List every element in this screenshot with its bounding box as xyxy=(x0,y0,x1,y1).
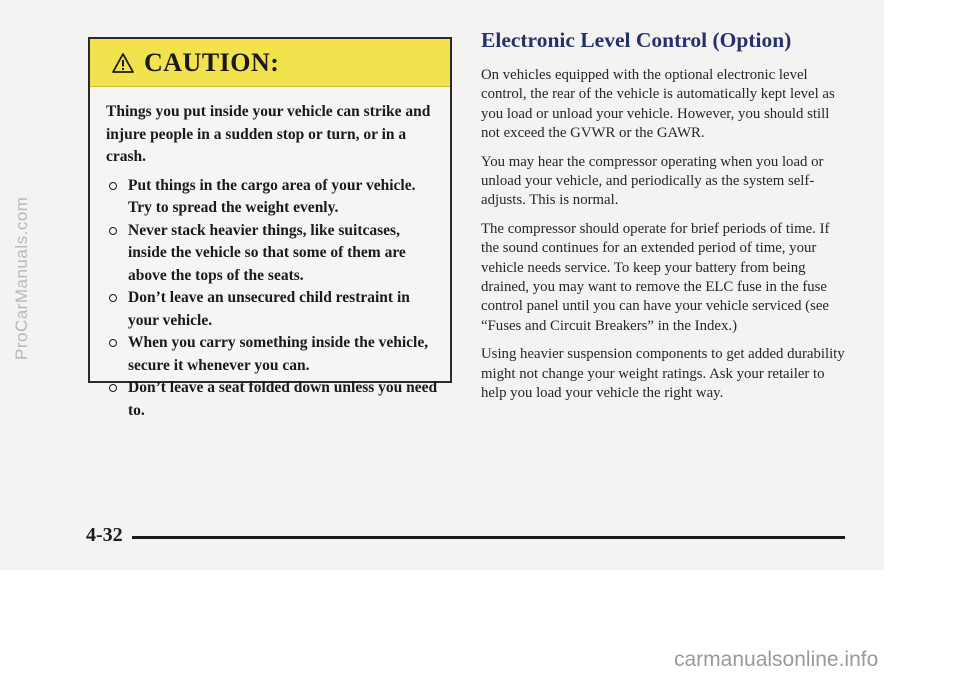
page-number: 4-32 xyxy=(86,524,123,546)
caution-bullet: Never stack heavier things, like suitcases, inside the vehicle so that some of them are above the tops of the seats. xyxy=(106,220,438,288)
warning-triangle-icon xyxy=(112,53,134,73)
caution-bullet-list xyxy=(106,175,438,423)
caution-box xyxy=(88,37,452,419)
bottom-watermark: carmanualsonline.info xyxy=(674,648,879,671)
caution-title: CAUTION: xyxy=(144,47,280,77)
caution-bullet: Don’t leave a seat folded down unless you need to. xyxy=(106,377,438,422)
section-paragraph: Using heavier suspension components to get added durability might not change your weight ratings. Ask your retailer to help you load your vehicle the right way. xyxy=(481,346,845,402)
section-paragraph: The compressor should operate for brief periods of time. If the sound continues for an extended period of time, your vehicle needs service. To keep your battery from being drained, you may want to remove the ELC fuse in the fuse control panel until you can have your vehicle serviced (see “Fuses and Circuit Breakers” in the Index.) xyxy=(481,220,830,334)
caution-header xyxy=(90,39,450,87)
caution-body xyxy=(90,87,450,422)
section-heading: Electronic Level Control (Option) xyxy=(481,28,792,52)
caution-intro: Things you put inside your vehicle can strike and injure people in a sudden stop or turn, or in a crash. xyxy=(106,103,431,165)
elc-section xyxy=(481,28,849,413)
caution-bullet: Put things in the cargo area of your vehicle. Try to spread the weight evenly. xyxy=(106,175,438,220)
footer-rule xyxy=(132,536,845,539)
side-watermark: ProCarManuals.com xyxy=(12,196,31,360)
caution-bullet: Don’t leave an unsecured child restraint in your vehicle. xyxy=(106,287,438,332)
caution-bullet: When you carry something inside the vehicle, secure it whenever you can. xyxy=(106,332,438,377)
section-paragraph: You may hear the compressor operating when you load or unload your vehicle, and periodically as the system self-adjusts. This is normal. xyxy=(481,153,824,209)
section-paragraph: On vehicles equipped with the optional electronic level control, the rear of the vehicle is automatically kept level as you load or unload your vehicle. However, you should still not exceed the GVWR or the GAWR. xyxy=(481,67,835,142)
